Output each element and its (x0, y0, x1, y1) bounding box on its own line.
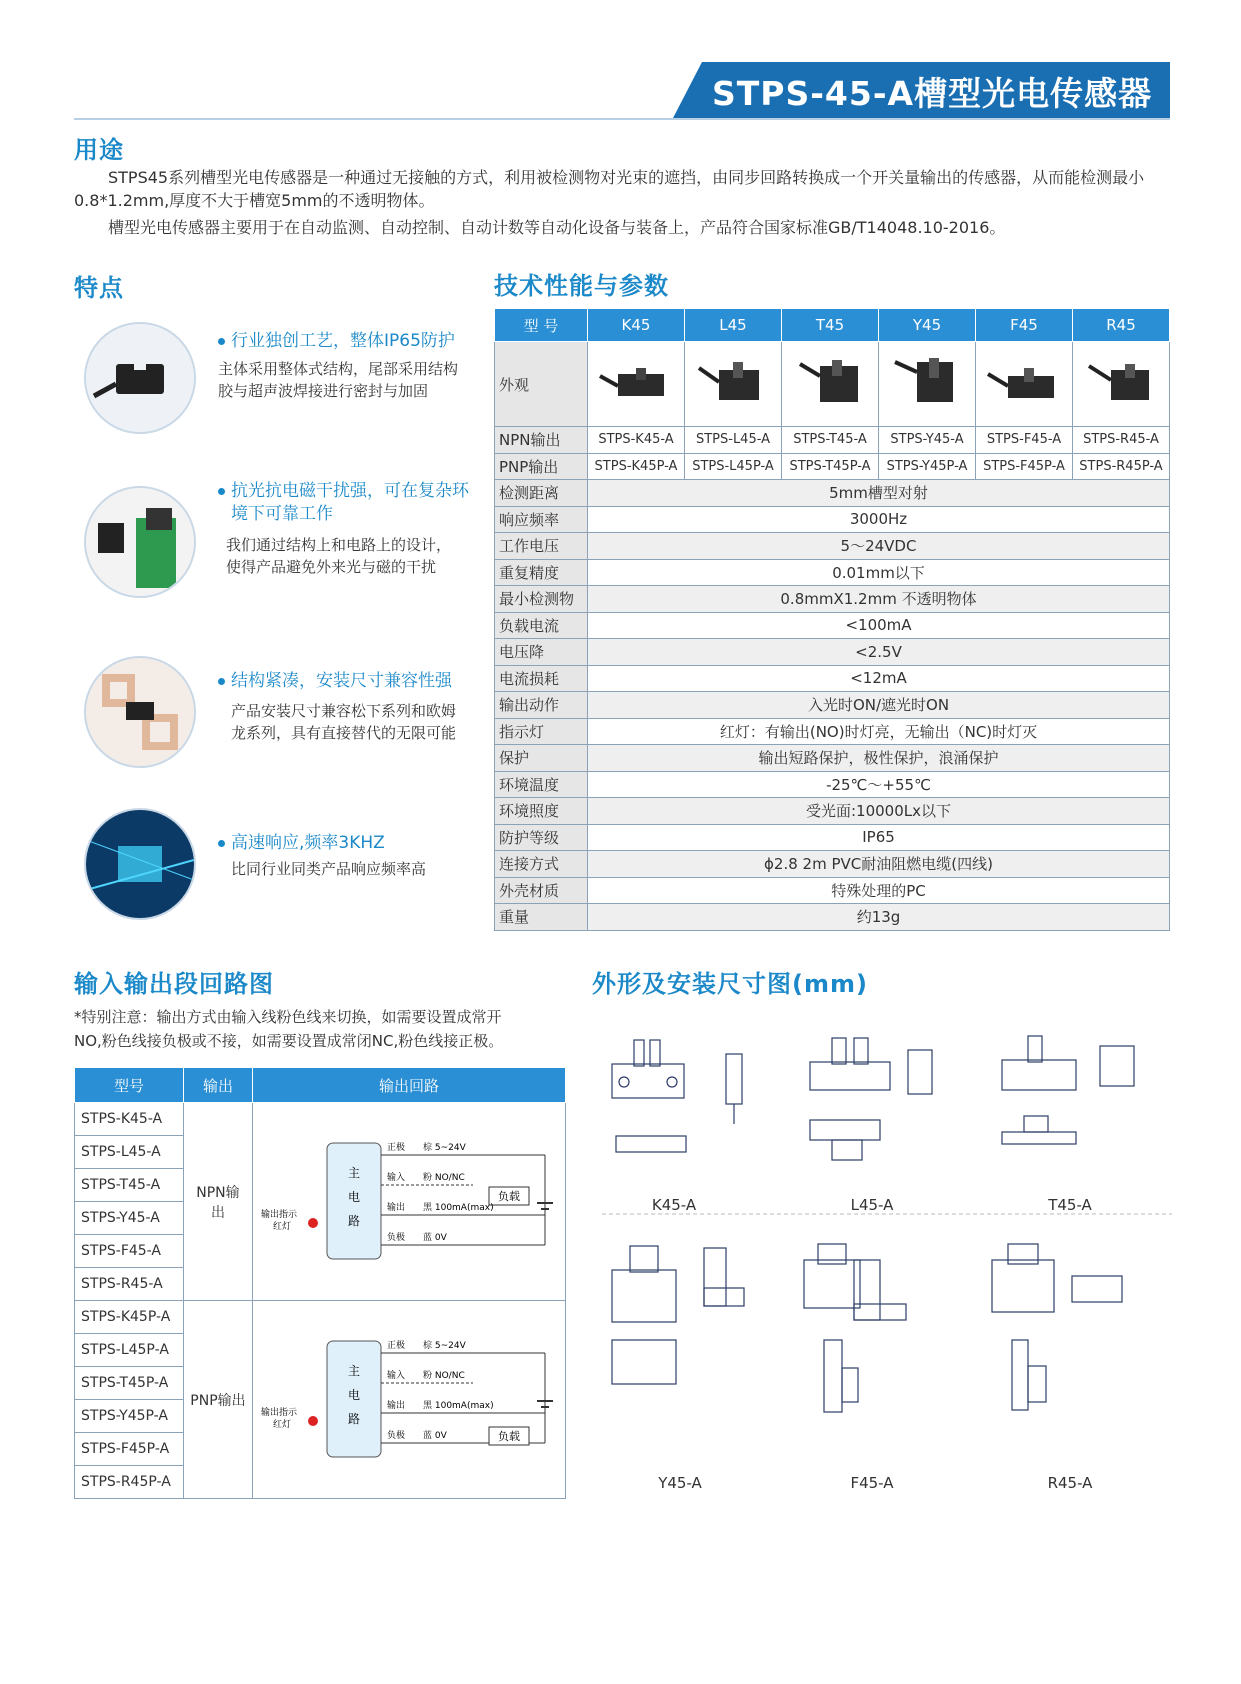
circuit-pos: 正极 (387, 1142, 406, 1153)
spec-label: 防护等级 (495, 824, 588, 851)
circuit-out-wire: 黑 100mA(max) (423, 1400, 494, 1411)
feature-desc-2b: 使得产品避免外来光与磁的干扰 (226, 558, 437, 576)
table-row (75, 1301, 566, 1334)
spec-value: 5mm槽型对射 (588, 480, 1170, 507)
spec-value: 0.01mm以下 (588, 559, 1170, 586)
spec-pnp-row (495, 453, 1170, 480)
dimension-label-l45: L45-A (850, 1196, 894, 1214)
io-model: STPS-T45-A (75, 1169, 184, 1202)
spec-value: 0.8mmX1.2mm 不透明物体 (588, 586, 1170, 613)
io-model: STPS-T45P-A (75, 1367, 184, 1400)
circuit-in: 输入 (387, 1172, 406, 1183)
spec-model-cell: STPS-K45P-A (588, 453, 685, 480)
spec-value: <12mA (588, 665, 1170, 692)
spec-header-l45: L45 (685, 309, 782, 342)
pnp-circuit-diagram (253, 1303, 565, 1493)
spec-label: 环境温度 (495, 771, 588, 798)
io-model: STPS-K45-A (75, 1103, 184, 1136)
sensor-f45-icon (984, 352, 1064, 412)
feature-desc-3b: 龙系列，具有直接替代的无限可能 (231, 724, 457, 742)
feature-desc-1b: 胶与超声波焊接进行密封与加固 (218, 382, 429, 400)
pnp-circuit-cell (253, 1301, 566, 1499)
dimension-label-f45: F45-A (850, 1474, 894, 1492)
spec-model-cell: STPS-T45P-A (782, 453, 879, 480)
circuit-out-wire: 黑 100mA(max) (423, 1202, 494, 1213)
feature-title-2b: 境下可靠工作 (231, 504, 333, 524)
spec-label: 负载电流 (495, 612, 588, 639)
circuit-main-3: 路 (347, 1411, 361, 1426)
circuit-neg: 负极 (387, 1232, 406, 1243)
spec-header-model: 型 号 (495, 309, 588, 342)
circuit-main-1: 主 (347, 1363, 361, 1378)
spec-value: 红灯：有输出(NO)时灯亮，无输出（NC)时灯灭 (588, 718, 1170, 745)
spec-value: -25℃～+55℃ (588, 771, 1170, 798)
spec-model-cell: STPS-R45-A (1073, 427, 1170, 454)
load-label: 负载 (498, 1189, 520, 1203)
sensor-l45-icon (693, 352, 773, 412)
spec-label: 输出动作 (495, 692, 588, 719)
load-label: 负载 (498, 1429, 520, 1443)
spec-header-t45: T45 (782, 309, 879, 342)
feature-title-2: 抗光抗电磁干扰强，可在复杂环 (218, 480, 469, 502)
spec-row (495, 639, 1170, 666)
spec-model-cell: STPS-L45-A (685, 427, 782, 454)
io-model: STPS-R45P-A (75, 1466, 184, 1499)
npn-circuit-cell (253, 1103, 566, 1301)
spec-header-f45: F45 (976, 309, 1073, 342)
spec-label: 响应频率 (495, 506, 588, 533)
io-note-line-2: NO,粉色线接负极或不接，如需要设置成常闭NC,粉色线接正极。 (74, 1032, 504, 1050)
dimension-drawings (592, 1020, 1182, 1490)
spec-value: IP65 (588, 824, 1170, 851)
sensor-r45-icon (1081, 352, 1161, 412)
io-header-model: 型号 (75, 1068, 184, 1103)
io-header-output: 输出 (183, 1068, 252, 1103)
io-model: STPS-L45P-A (75, 1334, 184, 1367)
sensor-y45-icon (887, 352, 967, 412)
circuit-main-3: 路 (347, 1213, 361, 1228)
io-model: STPS-L45-A (75, 1136, 184, 1169)
dimensions-heading: 外形及安装尺寸图(mm) (592, 970, 868, 998)
product-image-l45 (685, 342, 782, 427)
spec-label: 外观 (495, 342, 588, 427)
spec-value: 3000Hz (588, 506, 1170, 533)
circuit-out: 输出 (387, 1202, 406, 1213)
dimension-label-y45: Y45-A (658, 1474, 702, 1492)
led-label-2: 红灯 (273, 1419, 292, 1430)
spec-header-row (495, 309, 1170, 342)
spec-value: 入光时ON/遮光时ON (588, 692, 1170, 719)
spec-model-cell: STPS-T45-A (782, 427, 879, 454)
spec-row (495, 692, 1170, 719)
spec-row (495, 559, 1170, 586)
spec-label: 环境照度 (495, 798, 588, 825)
spec-row (495, 480, 1170, 507)
header-rule (74, 118, 1170, 120)
spec-row (495, 718, 1170, 745)
io-model: STPS-K45P-A (75, 1301, 184, 1334)
io-model: STPS-Y45-A (75, 1202, 184, 1235)
spec-value: 特殊处理的PC (588, 877, 1170, 904)
spec-label: 重量 (495, 904, 588, 931)
spec-appearance-row (495, 342, 1170, 427)
features-heading: 特点 (74, 274, 124, 302)
spec-row (495, 904, 1170, 931)
circuit-main-2: 电 (347, 1387, 361, 1402)
spec-label: 检测距离 (495, 480, 588, 507)
circuit-out: 输出 (387, 1400, 406, 1411)
spec-label: 工作电压 (495, 533, 588, 560)
spec-model-cell: STPS-F45P-A (976, 453, 1073, 480)
spec-label: 外壳材质 (495, 877, 588, 904)
spec-model-cell: STPS-F45-A (976, 427, 1073, 454)
spec-value: 5～24VDC (588, 533, 1170, 560)
circuit-board-photo-icon (86, 488, 194, 596)
circuit-pos: 正极 (387, 1340, 406, 1351)
chip-photo-icon (86, 810, 194, 918)
io-model: STPS-R45-A (75, 1268, 184, 1301)
feature-image-1 (84, 322, 196, 434)
dimension-label-k45: K45-A (651, 1196, 697, 1214)
spec-label: NPN输出 (495, 427, 588, 454)
io-model: STPS-F45P-A (75, 1433, 184, 1466)
spec-row (495, 771, 1170, 798)
feature-desc-2a: 我们通过结构上和电路上的设计， (226, 536, 452, 554)
io-model: STPS-Y45P-A (75, 1400, 184, 1433)
table-row (75, 1103, 566, 1136)
spec-row (495, 824, 1170, 851)
spec-row (495, 533, 1170, 560)
dimension-label-r45: R45-A (1047, 1474, 1093, 1492)
spec-label: 电流损耗 (495, 665, 588, 692)
spec-value: <2.5V (588, 639, 1170, 666)
spec-row (495, 851, 1170, 878)
led-indicator-icon (308, 1416, 318, 1426)
spec-heading: 技术性能与参数 (494, 272, 669, 300)
io-header-row (75, 1068, 566, 1103)
product-image-y45 (879, 342, 976, 427)
circuit-neg-wire: 蓝 0V (423, 1232, 447, 1243)
feature-image-2 (84, 486, 196, 598)
sensor-t45-icon (790, 352, 870, 412)
spec-model-cell: STPS-K45-A (588, 427, 685, 454)
spec-row (495, 665, 1170, 692)
spec-value: ϕ2.8 2m PVC耐油阻燃电缆(四线) (588, 851, 1170, 878)
io-output-npn: NPN输出 (183, 1103, 252, 1301)
spec-header-r45: R45 (1073, 309, 1170, 342)
io-model: STPS-F45-A (75, 1235, 184, 1268)
sensor-k45-icon (596, 352, 676, 412)
io-note-line-1: *特别注意：输出方式由输入线粉色线来切换，如需要设置成常开 (74, 1008, 502, 1026)
spec-label: 保护 (495, 745, 588, 772)
spec-row (495, 612, 1170, 639)
io-output-pnp: PNP输出 (183, 1301, 252, 1499)
feature-desc-4a: 比同行业同类产品响应频率高 (231, 860, 427, 878)
spec-row (495, 798, 1170, 825)
hands-holding-sensor-icon (86, 658, 194, 766)
page-title: STPS-45-A槽型光电传感器 (712, 74, 1153, 113)
spec-npn-row (495, 427, 1170, 454)
io-table (74, 1067, 566, 1499)
feature-desc-1a: 主体采用整体式结构，尾部采用结构 (218, 360, 459, 378)
spec-value: <100mA (588, 612, 1170, 639)
spec-label: 电压降 (495, 639, 588, 666)
spec-model-cell: STPS-R45P-A (1073, 453, 1170, 480)
spec-label: 最小检测物 (495, 586, 588, 613)
circuit-neg: 负极 (387, 1430, 406, 1441)
circuit-pos-wire: 棕 5~24V (423, 1142, 466, 1153)
spec-model-cell: STPS-Y45P-A (879, 453, 976, 480)
circuit-pos-wire: 棕 5~24V (423, 1340, 466, 1351)
sensor-photo-icon (86, 324, 194, 432)
spec-row (495, 586, 1170, 613)
feature-image-3 (84, 656, 196, 768)
spec-label: 连接方式 (495, 851, 588, 878)
spec-value: 受光面:10000Lx以下 (588, 798, 1170, 825)
led-label-2: 红灯 (273, 1221, 292, 1232)
spec-model-cell: STPS-Y45-A (879, 427, 976, 454)
circuit-main-1: 主 (347, 1165, 361, 1180)
feature-title-3: 结构紧凑，安装尺寸兼容性强 (218, 670, 452, 692)
circuit-neg-wire: 蓝 0V (423, 1430, 447, 1441)
spec-label: 重复精度 (495, 559, 588, 586)
npn-circuit-diagram (253, 1105, 565, 1295)
product-image-t45 (782, 342, 879, 427)
spec-label: 指示灯 (495, 718, 588, 745)
feature-image-4 (84, 808, 196, 920)
led-label-1: 输出指示 (261, 1209, 298, 1220)
spec-header-y45: Y45 (879, 309, 976, 342)
io-header-circuit: 输出回路 (253, 1068, 566, 1103)
usage-paragraph-1: STPS45系列槽型光电传感器是一种通过无接触的方式，利用被检测物对光束的遮挡，由同步回路转换成一个开关量输出的传感器，从而能检测最小0.8*1.2mm,厚度不大于槽宽5mm的不透明物体。 (74, 168, 1145, 210)
spec-table (494, 308, 1170, 931)
product-image-k45 (588, 342, 685, 427)
spec-header-k45: K45 (588, 309, 685, 342)
spec-label: PNP输出 (495, 453, 588, 480)
product-image-r45 (1073, 342, 1170, 427)
usage-heading: 用途 (74, 136, 124, 164)
dimension-label-t45: T45-A (1048, 1196, 1092, 1214)
circuit-in-wire: 粉 NO/NC (423, 1370, 465, 1381)
circuit-in: 输入 (387, 1370, 406, 1381)
led-indicator-icon (308, 1218, 318, 1228)
spec-model-cell: STPS-L45P-A (685, 453, 782, 480)
feature-desc-3a: 产品安装尺寸兼容松下系列和欧姆 (231, 702, 457, 720)
spec-row (495, 506, 1170, 533)
io-heading: 输入输出段回路图 (74, 970, 274, 998)
product-image-f45 (976, 342, 1073, 427)
led-label-1: 输出指示 (261, 1407, 298, 1418)
circuit-main-2: 电 (347, 1189, 361, 1204)
spec-row (495, 745, 1170, 772)
spec-row (495, 877, 1170, 904)
usage-paragraph-2: 槽型光电传感器主要用于在自动监测、自动控制、自动计数等自动化设备与装备上，产品符合国家标准GB/T14048.10-2016。 (108, 218, 1006, 237)
feature-title-1: 行业独创工艺，整体IP65防护 (218, 330, 455, 352)
spec-value: 输出短路保护，极性保护，浪涌保护 (588, 745, 1170, 772)
circuit-in-wire: 粉 NO/NC (423, 1172, 465, 1183)
spec-value: 约13g (588, 904, 1170, 931)
feature-title-4: 高速响应,频率3KHZ (218, 832, 385, 854)
